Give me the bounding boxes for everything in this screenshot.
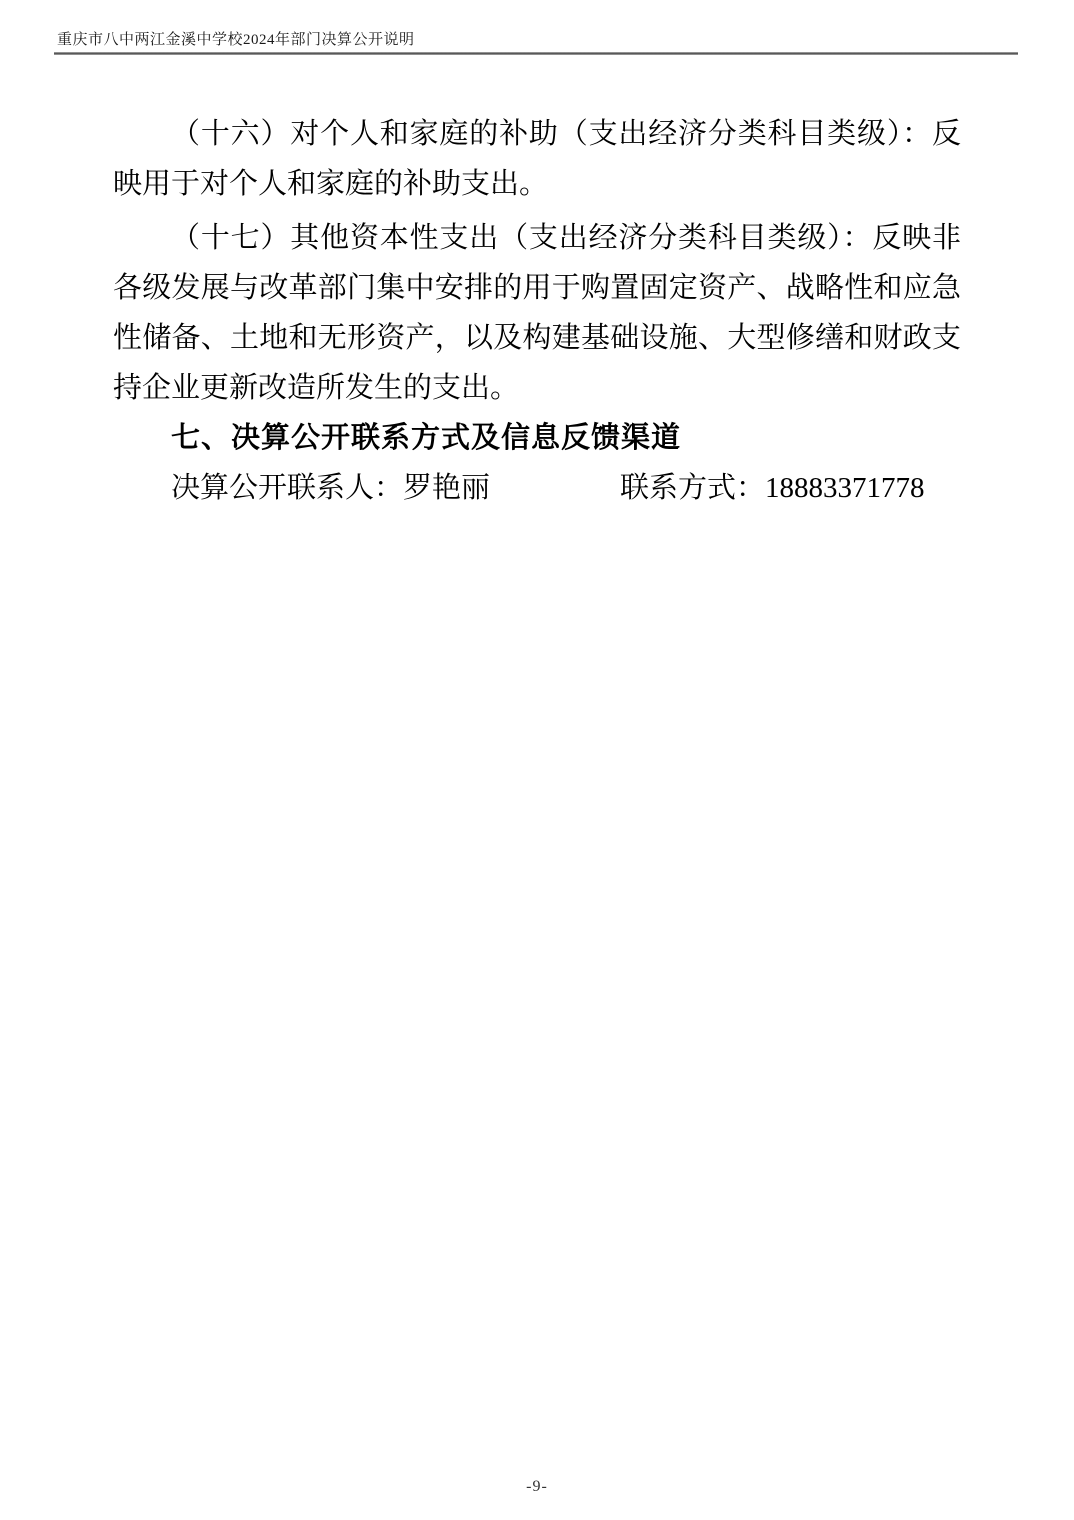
section-heading-contact-info: 七、决算公开联系方式及信息反馈渠道 <box>171 422 682 454</box>
running-header <box>57 31 1018 49</box>
contact-line <box>113 463 961 513</box>
document-body <box>113 109 961 513</box>
running-header-title: 重庆市八中两江金溪中学校2024年部门决算公开说明 <box>57 32 415 48</box>
contact-phone-number: 18883371778 <box>765 472 925 504</box>
contact-person-label: 决算公开联系人： <box>171 472 404 504</box>
page-number: -9- <box>526 1478 548 1495</box>
contact-person-name: 罗艳丽 <box>403 472 491 504</box>
header-rule-divider <box>54 52 1018 55</box>
page-footer <box>0 1478 1074 1496</box>
paragraph-item-16: （十六）对个人和家庭的补助（支出经济分类科目类级）：反映用于对个人和家庭的补助支出。 <box>113 118 961 200</box>
contact-phone-label: 联系方式： <box>620 472 766 504</box>
paragraph-item-17: （十七）其他资本性支出（支出经济分类科目类级）：反映非各级发展与改革部门集中安排的用于购置固定资产、战略性和应急性储备、土地和无形资产，以及构建基础设施、大型修缮和财政支持企业更新改造所发生的支出。 <box>113 222 961 404</box>
